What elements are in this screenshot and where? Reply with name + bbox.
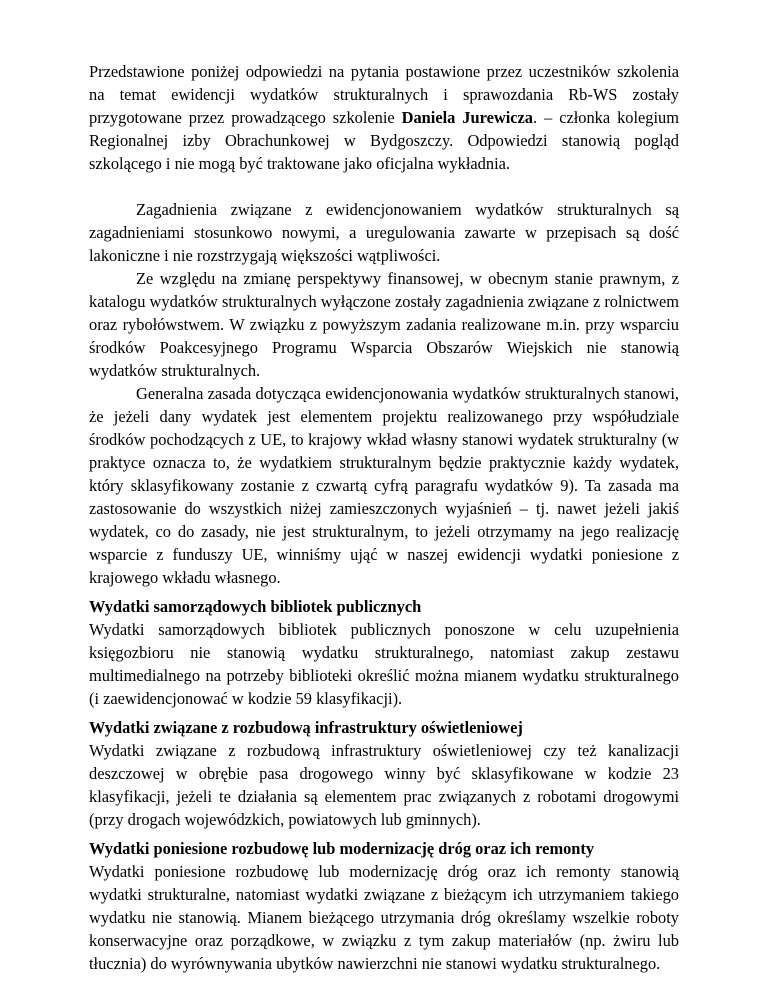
section-heading: Wydatki samorządowych bibliotek publicznych: [89, 597, 422, 616]
section-heading: Wydatki poniesione rozbudowę lub modernizację dróg oraz ich remonty: [89, 839, 595, 858]
body-paragraph: Ze względu na zmianę perspektywy finansowej, w obecnym stanie prawnym, z katalogu wydatków strukturalnych wyłączone zostały zagadnienia związane z rolnictwem oraz rybołówstwem. W związku z powyższym zadania realizowane m.in. przy wsparciu środków Poakcesyjnego Programu Wsparcia Obszarów Wiejskich nie stanowią wydatków strukturalnych.: [89, 269, 679, 380]
intro-text-before: Przedstawione poniżej odpowiedzi na pytania postawione przez uczestników szkolenia na temat ewidencji wydatków strukturalnych i sprawozdania Rb-WS zostały przygotowane przez prowadzącego szkolenie: [89, 62, 679, 127]
intro-paragraph: [89, 60, 679, 175]
intro-text-after: . – członka kolegium Regionalnej izby Obrachunkowej w Bydgoszczy. Odpowiedzi stanowią pogląd szkolącego i nie mogą być traktowane jako oficjalna wykładnia.: [89, 108, 680, 173]
body-paragraph: Generalna zasada dotycząca ewidencjonowania wydatków strukturalnych stanowi, że jeżeli dany wydatek jest elementem projektu realizowanego przy współudziale środków pochodzących z UE, to krajowy wkład własny stanowi wydatek strukturalny (w praktyce oznacza to, że wydatkiem strukturalnym będzie praktycznie każdy wydatek, który sklasyfikowany zostanie z czwartą cyfrą paragrafu wydatków 9). Ta zasada ma zastosowanie do wszystkich niżej zamieszczonych wyjaśnień – tj. nawet jeżeli jakiś wydatek, co do zasady, nie jest strukturalnym, to jeżeli otrzymamy na jego realizację wsparcie z funduszy UE, winniśmy ująć w naszej ewidencji wydatki poniesione z krajowego wkładu własnego.: [89, 384, 679, 587]
body-paragraph: Zagadnienia związane z ewidencjonowaniem wydatków strukturalnych są zagadnieniami stosunkowo nowymi, a uregulowania zawarte w przepisach są dość lakoniczne i nie rozstrzygają większości wątpliwości.: [89, 200, 679, 265]
section-heading: Wydatki związane z rozbudową infrastruktury oświetleniowej: [89, 718, 523, 737]
section-body: Wydatki samorządowych bibliotek publicznych ponoszone w celu uzupełnienia księgozbioru nie stanowią wydatku strukturalnego, natomiast zakup zestawu multimedialnego na potrzeby biblioteki określić można mianem wydatku strukturalnego (i zaewidencjonować w kodzie 59 klasyfikacji).: [89, 620, 679, 708]
author-name: Daniela Jurewicza: [401, 108, 534, 127]
section-body: Wydatki poniesione rozbudowę lub modernizację dróg oraz ich remonty stanowią wydatki strukturalne, natomiast wydatki związane z bieżącym ich utrzymaniem takiego wydatku nie stanowią. Mianem bieżącego utrzymania dróg określamy wszelkie roboty konserwacyjne oraz porządkowe, w związku z tym zakup materiałów (np. żwiru lub tłucznia) do wyrównywania ubytków nawierzchni nie stanowi wydatku strukturalnego.: [89, 862, 679, 973]
section-body: Wydatki związane z rozbudową infrastruktury oświetleniowej czy też kanalizacji deszczowej w obrębie pasa drogowego winny być sklasyfikowane w kodzie 23 klasyfikacji, jeżeli te działania są elementem prac związanych z robotami drogowymi (przy drogach wojewódzkich, powiatowych lub gminnych).: [89, 741, 679, 829]
